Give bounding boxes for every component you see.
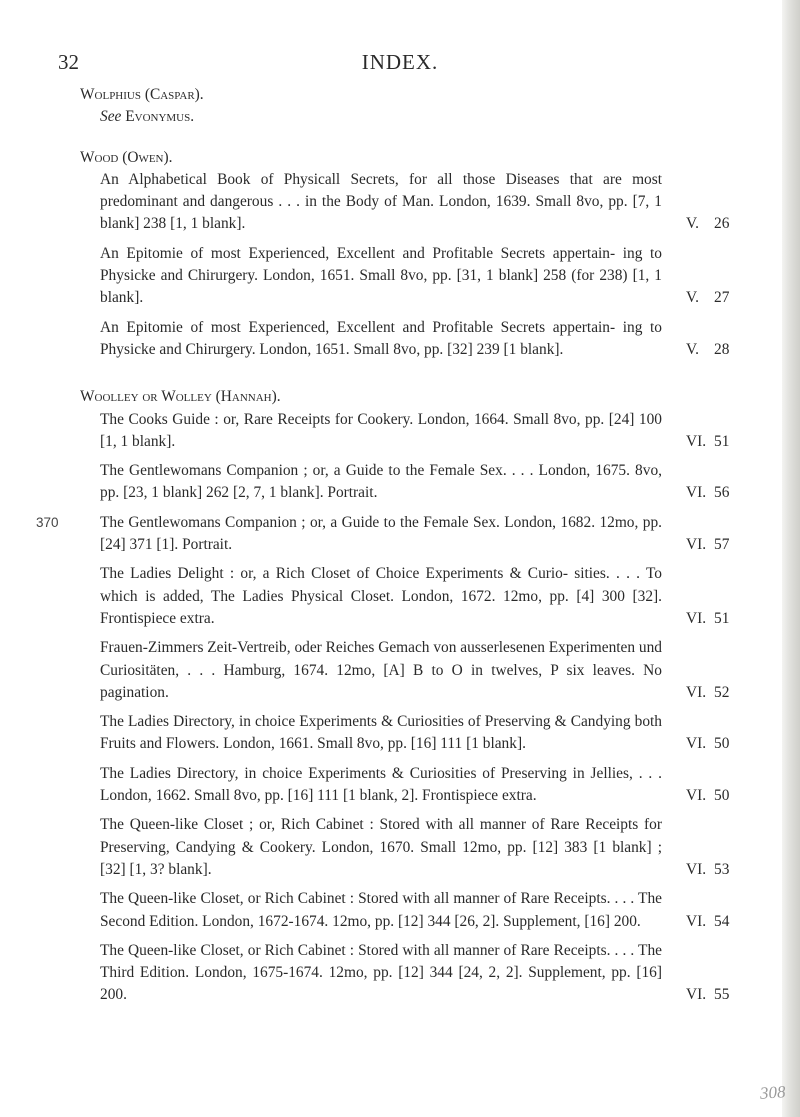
item-number: 50 xyxy=(714,735,730,753)
see-also-target: Evonymus. xyxy=(125,108,195,126)
index-entry xyxy=(80,888,740,933)
index-entry xyxy=(80,940,740,1007)
volume-reference xyxy=(672,534,740,556)
entry-text: The Ladies Directory, in choice Experiments & Curiosities of Preserving in Jellies, . . . London, 1662. Small 8vo, pp. [16] 111 [1 blank, 2]. Frontispiece extra. xyxy=(100,764,662,805)
entry-text: The Queen-like Closet ; or, Rich Cabinet : Stored with all manner of Rare Receipts for Preserving, Candying & Cookery. London, 1670. Small 12mo, pp. [12] 383 [1 blank] ; [32] [1, 3? blank]. xyxy=(100,816,662,878)
volume-number: V. xyxy=(686,289,699,307)
volume-reference xyxy=(672,733,740,755)
volume-reference xyxy=(672,431,740,453)
item-number: 54 xyxy=(714,912,730,930)
volume-number: VI. xyxy=(686,986,707,1004)
index-entry xyxy=(80,814,740,881)
index-entry xyxy=(80,243,740,310)
volume-reference xyxy=(672,608,740,630)
item-number: 50 xyxy=(714,787,730,805)
index-entry xyxy=(80,637,740,704)
entry-text: Frauen-Zimmers Zeit-Vertreib, oder Reiches Gemach von ausserlesenen Experimenten und Curiositäten, . . . Hamburg, 1674. 12mo, [A] B to O in twelves, P six leaves. No pagination. xyxy=(100,639,662,701)
volume-number: VI. xyxy=(686,735,707,753)
index-entry xyxy=(80,711,740,756)
volume-reference xyxy=(672,911,740,933)
entry-text: An Epitomie of most Experienced, Excellent and Profitable Secrets appertain- ing to Physicke and Chirurgery. London, 1651. Small 8vo, pp. [32] 239 [1 blank]. xyxy=(100,318,662,358)
see-also-prefix: See xyxy=(100,108,122,126)
item-number: 27 xyxy=(714,289,730,307)
author-heading: Wolphius (Caspar). xyxy=(80,86,204,103)
entry-text: An Alphabetical Book of Physicall Secrets, for all those Diseases that are most predominant and dangerous . . . in the Body of Man. London, 1639. Small 8vo, pp. [7, 1 blank] 238 [1, 1 blank]. xyxy=(100,170,662,233)
volume-reference xyxy=(672,984,740,1006)
entry-text: The Ladies Delight : or, a Rich Closet of Choice Experiments & Curio- sities. . . . To which is added, The Ladies Physical Closet. London, 1672. 12mo, pp. [4] 300 [32]. Frontispiece extra. xyxy=(100,565,662,627)
section-gap xyxy=(80,129,740,141)
author-heading: Wood (Owen). xyxy=(80,148,173,166)
item-number: 52 xyxy=(714,683,730,701)
volume-reference xyxy=(672,785,740,807)
running-head: INDEX. xyxy=(361,50,439,74)
section-gap xyxy=(80,368,740,380)
volume-number: V. xyxy=(686,215,699,233)
volume-reference xyxy=(672,287,740,309)
see-also-reference xyxy=(80,106,740,128)
index-entry xyxy=(80,460,740,505)
entry-text: The Ladies Directory, in choice Experiments & Curiosities of Preserving & Candying both Fruits and Flowers. London, 1661. Small 8vo, pp. [16] 111 [1 blank]. xyxy=(100,713,662,753)
volume-reference xyxy=(672,339,740,361)
entry-text: The Gentlewomans Companion ; or, a Guide to the Female Sex. London, 1682. 12mo, pp. [24] 371 [1]. Portrait. xyxy=(100,513,662,554)
entry-text: The Cooks Guide : or, Rare Receipts for Cookery. London, 1664. Small 8vo, pp. [24] 100 [1, 1 blank]. xyxy=(100,410,662,450)
item-number: 56 xyxy=(714,484,730,502)
index-entry xyxy=(80,317,740,362)
item-number: 53 xyxy=(714,860,730,878)
volume-number: VI. xyxy=(686,609,707,627)
volume-reference xyxy=(672,213,740,235)
volume-number: VI. xyxy=(686,484,707,502)
item-number: 51 xyxy=(714,432,730,450)
index-entry xyxy=(80,409,740,454)
entry-text: The Queen-like Closet, or Rich Cabinet : Stored with all manner of Rare Receipts. . . . The Second Edition. London, 1672-1674. 12mo, pp. [12] 344 [26, 2]. Supplement, [16] 200. xyxy=(100,890,662,930)
index-entry xyxy=(80,169,740,236)
page-number: 32 xyxy=(58,50,79,74)
volume-number: VI. xyxy=(686,536,707,554)
item-number: 55 xyxy=(714,986,730,1004)
index-body xyxy=(36,84,740,1014)
index-entry xyxy=(36,512,740,557)
volume-number: V. xyxy=(686,340,699,358)
item-number: 57 xyxy=(714,536,730,554)
index-entry xyxy=(80,763,740,808)
page-edge xyxy=(782,0,800,1117)
volume-number: VI. xyxy=(686,912,707,930)
entry-text: The Gentlewomans Companion ; or, a Guide to the Female Sex. . . . London, 1675. 8vo, pp. [23, 1 blank] 262 [2, 7, 1 blank]. Portrait. xyxy=(100,462,662,502)
volume-number: VI. xyxy=(686,432,707,450)
handwritten-note: 308 xyxy=(759,1082,787,1103)
entry-text: The Queen-like Closet, or Rich Cabinet : Stored with all manner of Rare Receipts. . . . The Third Edition. London, 1675-1674. 12mo, pp. [12] 344 [24, 2, 2]. Supplement, pp. [16] 200. xyxy=(100,941,662,1004)
volume-number: VI. xyxy=(686,787,707,805)
item-number: 51 xyxy=(714,609,730,627)
entry-text: An Epitomie of most Experienced, Excellent and Profitable Secrets appertain- ing to Physicke and Chirurgery. London, 1651. Small 8vo, pp. [31, 1 blank] 258 (for 238) [1, 1 blank]. xyxy=(100,244,662,307)
item-number: 28 xyxy=(714,340,730,358)
margin-number: 370 xyxy=(36,514,59,530)
volume-reference xyxy=(672,482,740,504)
index-entry xyxy=(80,563,740,630)
volume-number: VI. xyxy=(686,683,707,701)
item-number: 26 xyxy=(714,215,730,233)
author-heading: Woolley or Wolley (Hannah). xyxy=(80,388,281,406)
volume-number: VI. xyxy=(686,860,707,878)
volume-reference xyxy=(672,859,740,881)
volume-reference xyxy=(672,682,740,704)
